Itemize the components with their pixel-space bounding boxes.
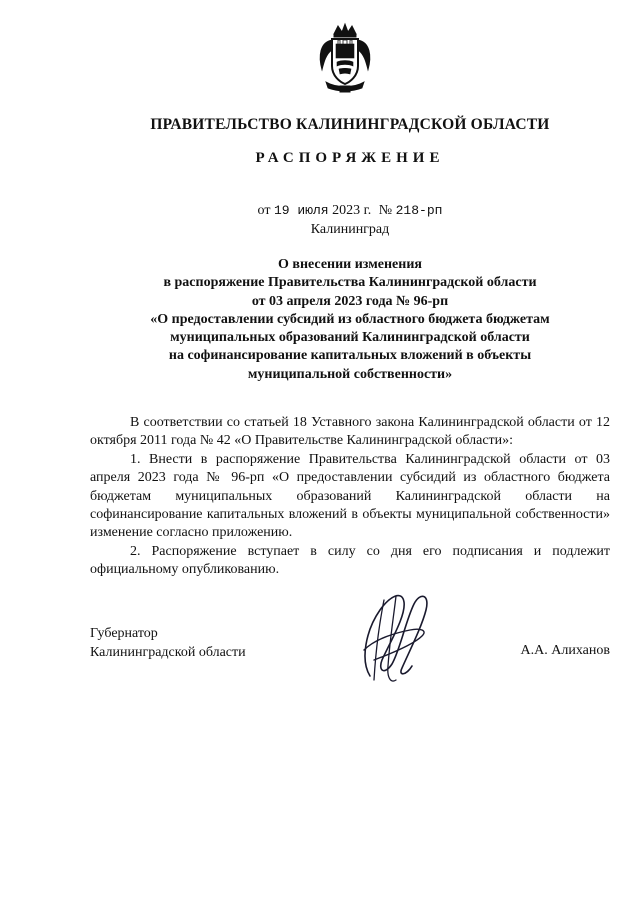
signatory-title-line: Губернатор bbox=[90, 626, 158, 641]
subject-line: «О предоставлении субсидий из областного бюджета бюджетам bbox=[150, 311, 550, 327]
subject-line: муниципальной собственности» bbox=[247, 366, 453, 382]
signatory-title-line: Калининградской области bbox=[90, 645, 246, 660]
coat-of-arms-icon bbox=[312, 22, 378, 94]
subject-line: на софинансирование капитальных вложений в объекты bbox=[168, 348, 532, 364]
city-name: Калининград bbox=[310, 222, 390, 237]
date-year: 2023 г. bbox=[332, 203, 372, 218]
document-body bbox=[90, 414, 610, 580]
date-number-line bbox=[90, 203, 610, 219]
date-value: 19 июля bbox=[273, 203, 329, 218]
signature-icon bbox=[340, 580, 440, 690]
date-prefix: от bbox=[257, 203, 271, 218]
signatory-title bbox=[90, 624, 246, 662]
organization-title: ПРАВИТЕЛЬСТВО КАЛИНИНГРАДСКОЙ ОБЛАСТИ bbox=[150, 116, 550, 133]
subject-line: от 03 апреля 2023 года № 96-рп bbox=[251, 293, 449, 309]
body-paragraph: 1. Внести в распоряжение Правительства Калининградской области от 03 апреля 2023 года № 96-рп «О предоставлении субсидий из областного бюджета бюджетам муниципальных образований Калининградской области на софинансирование капитальных вложений в объекты муниципальной собственности» изменение согласно приложению. bbox=[90, 451, 610, 541]
body-paragraph: 2. Распоряжение вступает в силу со дня его подписания и подлежит официальному опубликованию. bbox=[90, 543, 610, 578]
signatory-name: А.А. Алиханов bbox=[520, 643, 610, 658]
number-prefix: № bbox=[378, 203, 393, 218]
document-number: 218-рп bbox=[395, 203, 443, 218]
subject-line: в распоряжение Правительства Калининградской области bbox=[163, 275, 537, 291]
subject-line: О внесении изменения bbox=[278, 257, 422, 272]
document-subject bbox=[90, 256, 610, 384]
body-paragraph: В соответствии со статьей 18 Уставного закона Калининградской области от 12 октября 2011 года № 42 «О Правительстве Калининградской области»: bbox=[90, 415, 610, 449]
document-type-title: РАСПОРЯЖЕНИЕ bbox=[255, 150, 445, 166]
subject-line: муниципальных образований Калининградской области bbox=[170, 330, 530, 346]
